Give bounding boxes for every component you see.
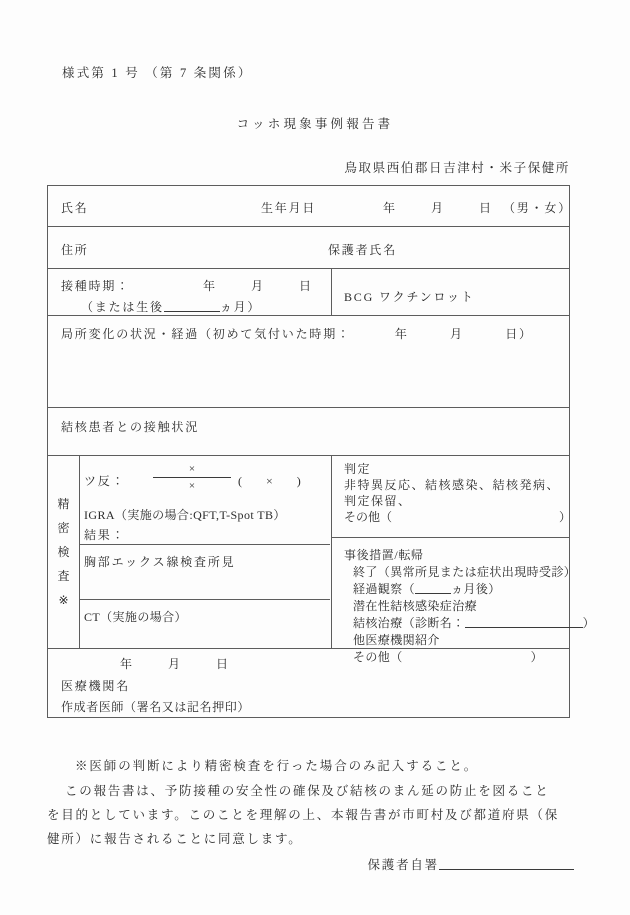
exam-right-sep-1 [331,537,569,538]
vlabel-char-1: 密 [57,521,70,535]
vaccination-age-field[interactable] [81,298,261,315]
tb-treatment-suffix: ） [582,616,596,630]
judgement-pending[interactable]: 判定保留、 [344,494,412,508]
igra-result-label[interactable]: 結果： [84,528,126,542]
observation-suffix: ヵ月後） [451,582,501,596]
table-row-local-change [48,316,569,408]
table-row-signature [48,649,569,717]
hospital-name-label[interactable]: 医療機関名 [61,679,131,693]
tuberculin-label: ツ反： [84,474,126,488]
tuberculin-paren-field[interactable]: ( × ) [238,474,301,488]
followup-item-ltbi[interactable]: 潜在性結核感染症治療 [353,599,478,613]
exam-label-divider [79,456,80,648]
vlabel-char-4: ※ [58,593,69,607]
name-label: 氏名 [61,201,89,215]
dob-date-fields[interactable]: 年 月 日 [383,201,492,215]
local-change-text: 局所変化の状況・経過（初めて気付いた時期： [61,327,351,341]
guardian-name-label[interactable]: 保護者氏名 [328,243,398,257]
vaccination-column-divider [331,269,332,315]
tb-treatment-prefix: 結核治療（診断名： [353,616,465,630]
judgement-other-prefix: その他（ [344,510,393,524]
followup-item-referral[interactable]: 他医療機関紹介 [353,633,440,647]
judgement-options[interactable]: 非特異反応、結核感染、結核発病、 [344,478,561,492]
fraction-numerator: × [188,463,196,475]
guardian-signature-label: 保護者自署 [367,858,439,872]
diagnosis-name-blank[interactable] [465,627,583,628]
consent-line-1: この報告書は、予防接種の安全性の確保及び結核のまん延の防止を図ること [65,784,550,798]
igra-label: IGRA（実施の場合:QFT,T-Spot TB） [84,508,286,522]
consent-paragraph [47,779,575,851]
vlabel-char-3: 査 [57,569,70,583]
table-row-vaccination [48,269,569,316]
addressee: 鳥取県西伯郡日吉津村・米子保健所 [344,161,570,175]
vlabel-char-0: 精 [57,497,70,511]
judgement-other-suffix: ） [559,510,572,524]
age-suffix: ヵ月） [219,300,262,314]
table-row-address [48,227,569,269]
detailed-exam-vertical-label [48,456,79,648]
judgement-heading: 判定 [344,462,372,476]
chest-xray-label[interactable]: 胸部エックス線検査所見 [84,555,236,569]
dob-label: 生年月日 [261,201,317,215]
tuberculin-fraction[interactable] [153,462,231,494]
consent-line-2: を目的としています。このことを理解の上、本報告書が市町村及び都道府県（保 [47,808,560,822]
exam-left-sep-1 [79,544,330,545]
followup-item-observation[interactable] [353,580,501,597]
observation-months-blank[interactable] [415,593,451,594]
local-change-label[interactable] [61,325,533,342]
doctor-signature-label[interactable]: 作成者医師（署名又は記名押印） [61,700,251,714]
observation-prefix: 経過観察（ [353,582,416,596]
guardian-signature-field[interactable] [367,855,574,873]
followup-other-suffix: ） [530,650,544,664]
exam-left-sep-2 [79,599,330,600]
vaccination-date-fields[interactable]: 年 月 日 [203,279,312,293]
form-number: 様式第 1 号 （第 7 条関係） [62,66,253,80]
vlabel-char-2: 検 [57,545,70,559]
vaccination-time-label: 接種時期： [61,279,131,293]
followup-other-prefix: その他（ [353,650,403,664]
table-row-name [48,186,573,227]
ct-label[interactable]: CT（実施の場合） [84,610,187,624]
table-row-tb-contact [48,408,569,456]
report-date-fields[interactable]: 年 月 日 [120,657,229,671]
followup-item-completed[interactable]: 終了（異常所見または症状出現時受診） [353,565,577,579]
sex-selection[interactable]: （男・女） [503,201,573,215]
age-prefix: （または生後 [81,300,164,314]
followup-heading: 事後措置/転帰 [344,548,424,562]
guardian-signature-blank[interactable] [439,869,574,870]
asterisk-note: ※医師の判断により精密検査を行った場合のみ記入すること。 [75,759,479,773]
fraction-denominator: × [188,480,196,492]
document-title: コッホ現象事例報告書 [236,117,394,131]
followup-item-tb-treatment[interactable] [353,614,595,631]
consent-line-3: 健所）に報告されることに同意します。 [47,832,303,846]
report-table [47,185,596,718]
age-blank[interactable] [164,311,220,312]
judgement-other[interactable] [344,508,571,525]
address-label[interactable]: 住所 [61,243,89,257]
bcg-lot-label[interactable]: BCG ワクチンロット [344,290,475,304]
exam-center-divider [331,456,332,648]
tb-contact-label[interactable]: 結核患者との接触状況 [61,420,200,434]
local-change-date-fields: 年 月 日） [394,327,533,341]
